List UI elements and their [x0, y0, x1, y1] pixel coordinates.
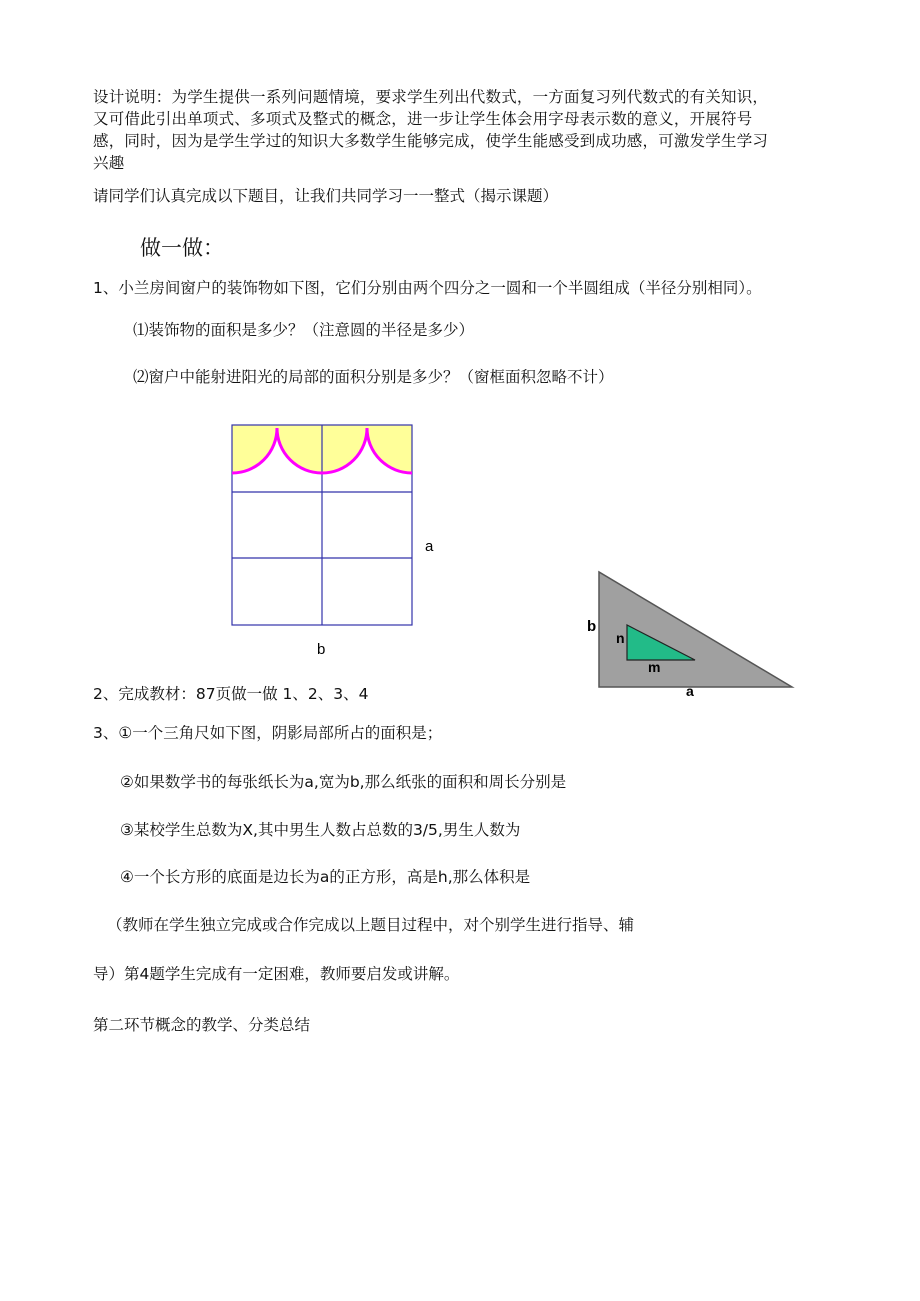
question-3-item-1: 3、①一个三角尺如下图，阴影局部所占的面积是；: [93, 724, 443, 742]
question-3-item-3: ③某校学生总数为X,其中男生人数占总数的3/5,男生人数为: [120, 821, 521, 839]
prompt-text: 请同学们认真完成以下题目，让我们共同学习一一整式（揭示课题）: [93, 187, 559, 205]
section-heading: 做一做：: [140, 236, 224, 260]
triangle-figure: [582, 565, 802, 705]
design-notes: [93, 86, 853, 174]
question-1: 1、小兰房间窗户的装饰物如下图，它们分别由两个四分之一圆和一个半圆组成（半径分别相同）。: [93, 279, 762, 297]
design-notes-line: 又可借此引出单项式、多项式及整式的概念，进一步让学生体会用字母表示数的意义，开展符号: [93, 110, 753, 128]
label-b: b: [587, 618, 597, 635]
label-n: n: [616, 630, 625, 646]
label-b: b: [317, 641, 326, 658]
teacher-note-line-1: （教师在学生独立完成或合作完成以上题目过程中，对个别学生进行指导、辅: [107, 916, 635, 934]
question-2: 2、完成教材：87页做一做 1、2、3、4: [93, 685, 369, 703]
design-notes-line: 设计说明：为学生提供一系列问题情境，要求学生列出代数式，一方面复习列代数式的有关知识，: [93, 88, 769, 106]
question-3-item-4: ④一个长方形的底面是边长为a的正方形，高是h,那么体积是: [120, 868, 531, 886]
design-notes-line: 兴趣: [93, 154, 125, 172]
label-a: a: [425, 538, 434, 555]
design-notes-line: 感，同时，因为是学生学过的知识大多数学生能够完成，使学生能感受到成功感，可激发学生学习: [93, 132, 769, 150]
label-m: m: [648, 659, 661, 675]
label-a: a: [686, 683, 694, 699]
window-figure: [225, 418, 445, 668]
teacher-note-line-2: 导）第4题学生完成有一定困难，教师要启发或讲解。: [93, 965, 460, 983]
question-1-part-1: ⑴装饰物的面积是多少？（注意圆的半径是多少）: [133, 321, 475, 339]
question-1-part-2: ⑵窗户中能射进阳光的局部的面积分别是多少？（窗框面积忽略不计）: [133, 368, 614, 386]
section-2-heading: 第二环节概念的教学、分类总结: [93, 1016, 311, 1034]
question-3-item-2: ②如果数学书的每张纸长为a,宽为b,那么纸张的面积和周长分别是: [120, 773, 567, 791]
